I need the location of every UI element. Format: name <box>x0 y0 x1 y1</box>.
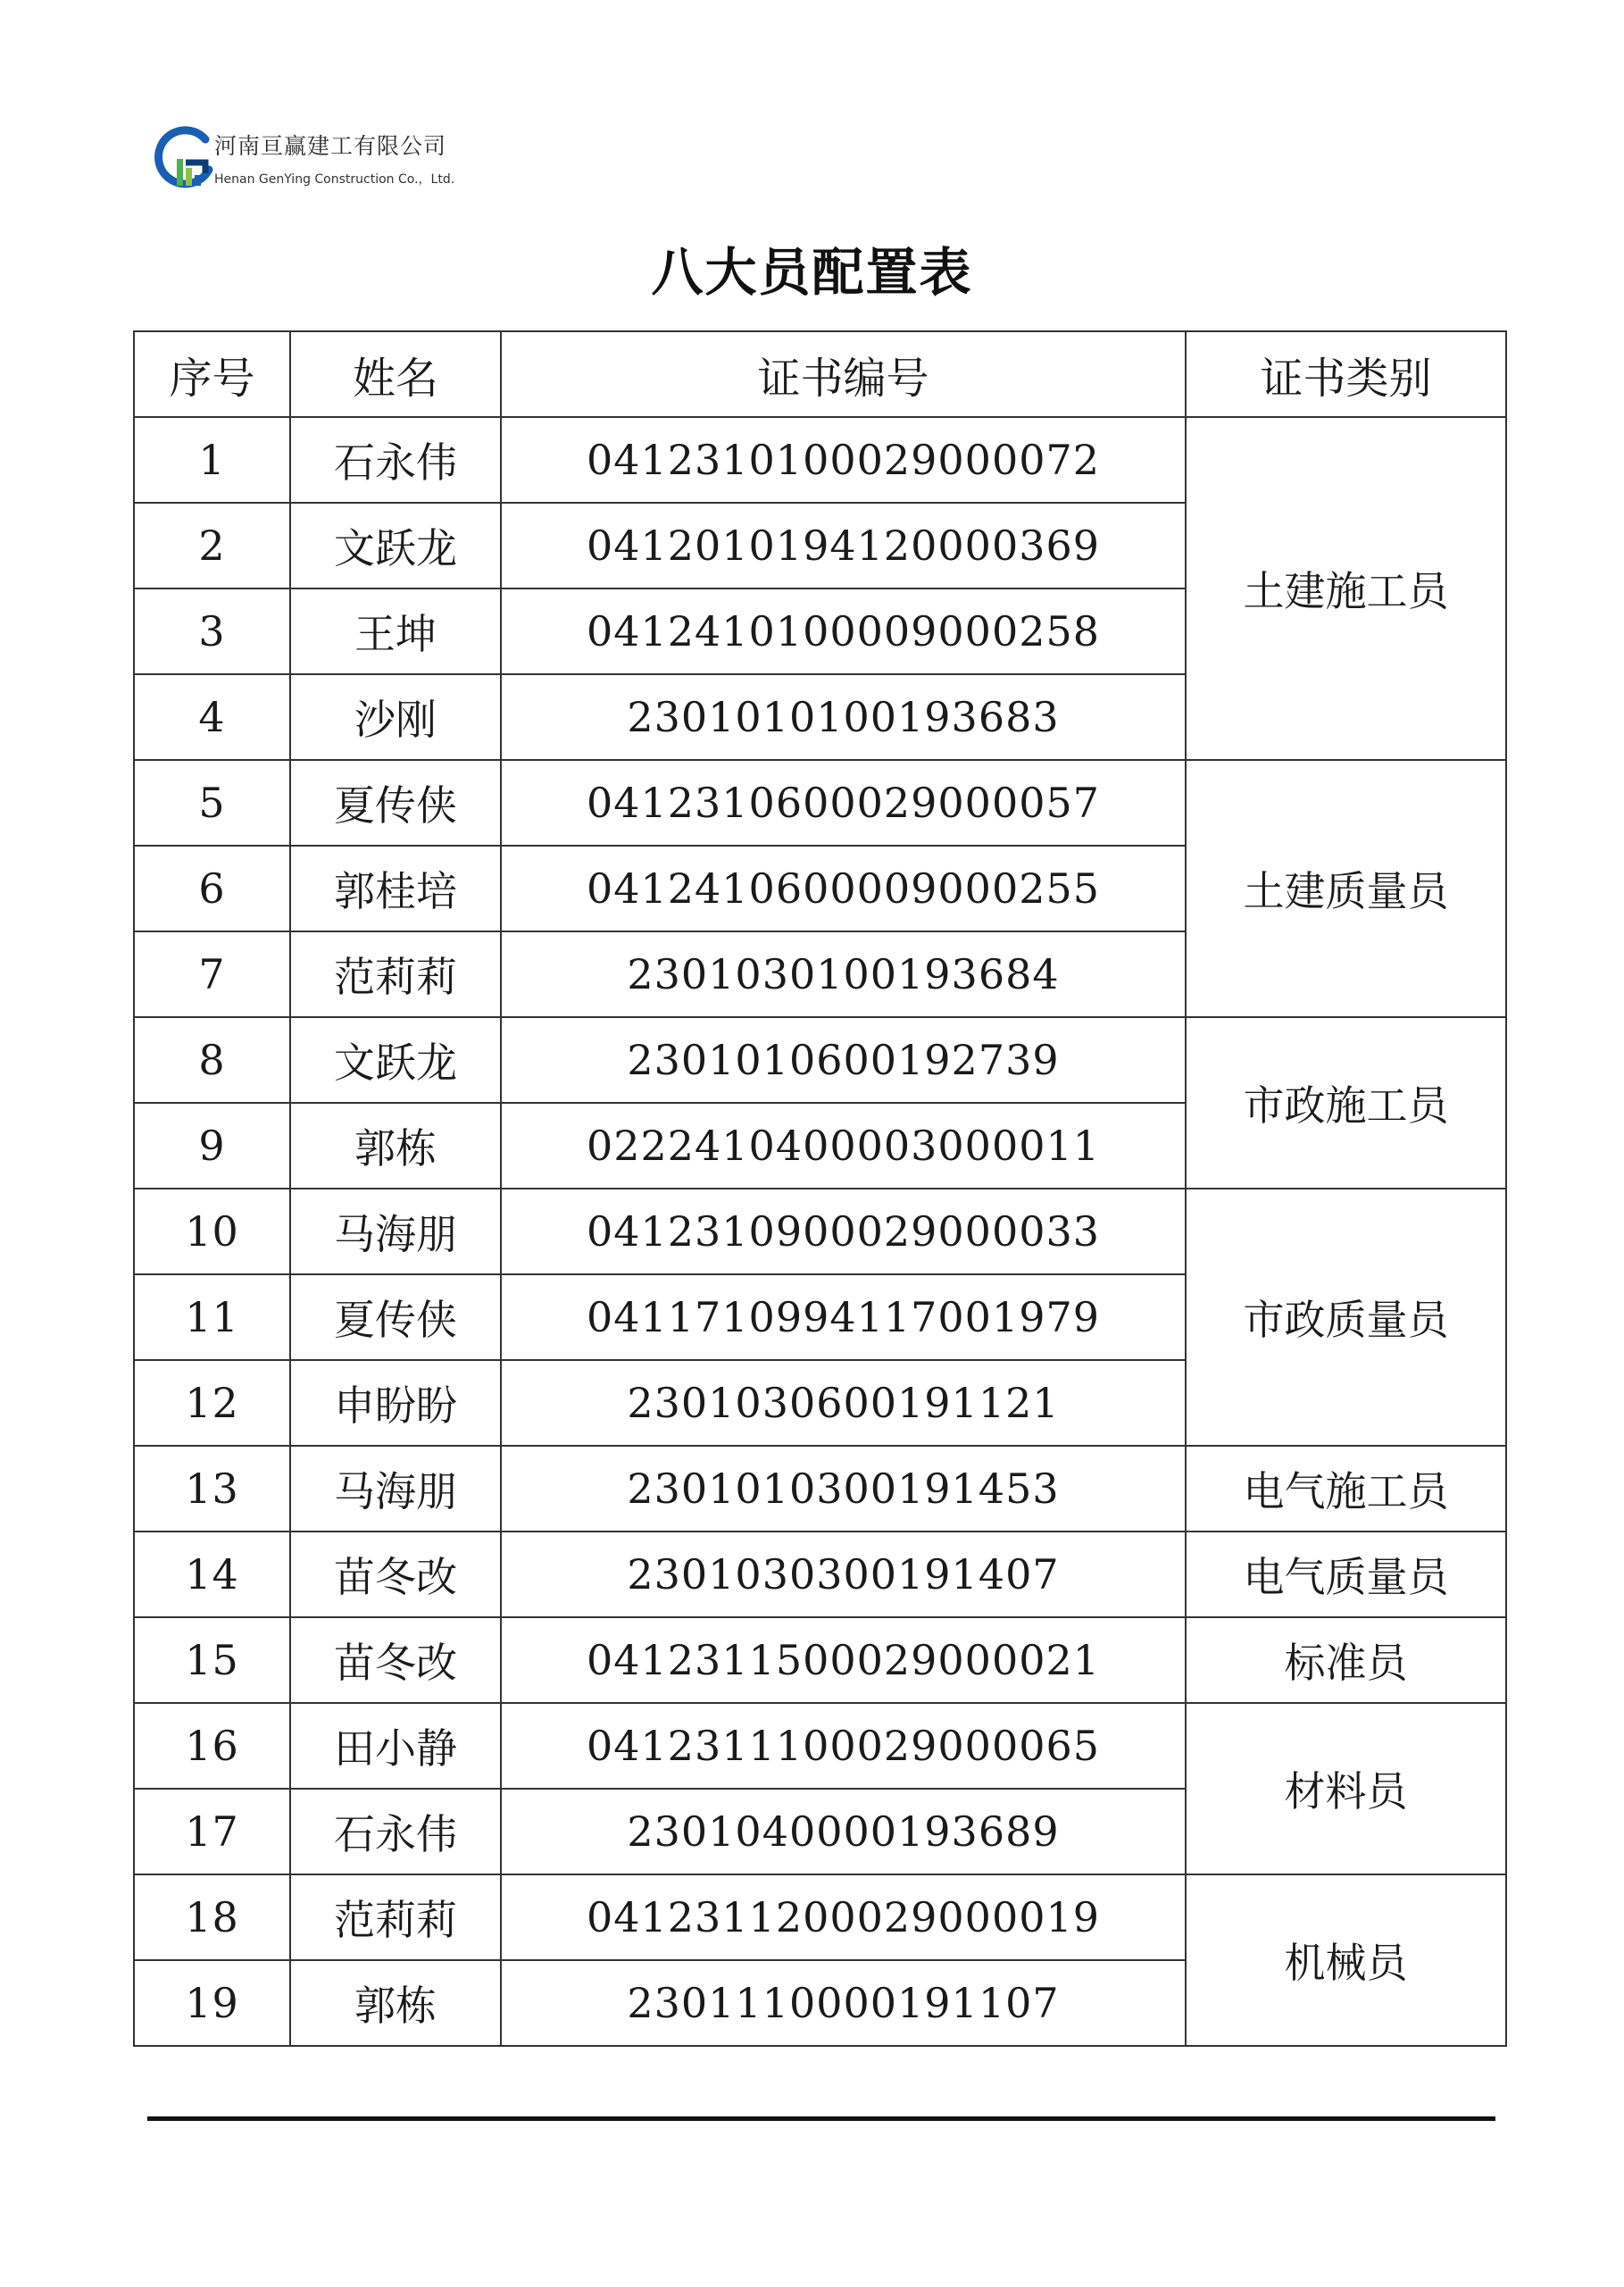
cell-cert-number: 0412410600009000255 <box>501 846 1186 931</box>
company-name-en: Henan GenYing Construction Co.，Ltd. <box>214 172 455 187</box>
company-name-cn: 河南亘赢建工有限公司 <box>214 133 447 159</box>
cell-name: 石永伟 <box>290 1789 501 1874</box>
cell-cert-number: 0412310900029000033 <box>501 1189 1186 1274</box>
cell-cert-number: 2301110000191107 <box>501 1960 1186 2046</box>
cell-cert-number: 2301040000193689 <box>501 1789 1186 1874</box>
cell-cert-number: 2301010100193683 <box>501 674 1186 760</box>
cell-serial: 19 <box>134 1960 290 2046</box>
cell-cert-number: 0222410400003000011 <box>501 1103 1186 1189</box>
cell-serial: 17 <box>134 1789 290 1874</box>
cell-cert-number: 2301010300191453 <box>501 1446 1186 1532</box>
cell-name: 范莉莉 <box>290 1874 501 1960</box>
cell-cert-number: 2301030600191121 <box>501 1360 1186 1446</box>
cell-cert-number: 0411710994117001979 <box>501 1274 1186 1360</box>
table-row <box>134 1532 1506 1617</box>
cell-category: 电气质量员 <box>1186 1532 1506 1617</box>
cell-serial: 14 <box>134 1532 290 1617</box>
table-row <box>134 417 1506 503</box>
cell-category: 标准员 <box>1186 1617 1506 1703</box>
cell-category: 市政质量员 <box>1186 1189 1506 1446</box>
cell-serial: 12 <box>134 1360 290 1446</box>
cell-category: 机械员 <box>1186 1874 1506 2046</box>
cell-name: 沙刚 <box>290 674 501 760</box>
cell-cert-number: 0412310600029000057 <box>501 760 1186 846</box>
cell-name: 郭栋 <box>290 1960 501 2046</box>
table-row <box>134 1017 1506 1103</box>
table-row <box>134 1446 1506 1532</box>
table-row <box>134 1874 1506 1960</box>
cell-serial: 4 <box>134 674 290 760</box>
cell-name: 石永伟 <box>290 417 501 503</box>
cell-cert-number: 0412311100029000065 <box>501 1703 1186 1789</box>
cell-name: 马海朋 <box>290 1446 501 1532</box>
company-logo <box>150 118 489 198</box>
cell-name: 夏传侠 <box>290 1274 501 1360</box>
table-row <box>134 1703 1506 1789</box>
cell-category: 材料员 <box>1186 1703 1506 1874</box>
company-logo-icon <box>150 123 221 195</box>
cell-category: 土建施工员 <box>1186 417 1506 760</box>
header-cert-number: 证书编号 <box>501 331 1186 417</box>
header-cert-category: 证书类别 <box>1186 331 1506 417</box>
cell-name: 夏传侠 <box>290 760 501 846</box>
table-header-row <box>134 331 1506 417</box>
cell-cert-number: 2301010600192739 <box>501 1017 1186 1103</box>
cell-category: 市政施工员 <box>1186 1017 1506 1189</box>
cell-cert-number: 2301030300191407 <box>501 1532 1186 1617</box>
cell-name: 范莉莉 <box>290 931 501 1017</box>
cell-cert-number: 0412310100029000072 <box>501 417 1186 503</box>
cell-cert-number: 0412010194120000369 <box>501 503 1186 588</box>
cell-serial: 16 <box>134 1703 290 1789</box>
header-name: 姓名 <box>290 331 501 417</box>
footer-divider <box>147 2116 1495 2121</box>
staff-table <box>133 330 1507 2047</box>
cell-serial: 9 <box>134 1103 290 1189</box>
cell-serial: 5 <box>134 760 290 846</box>
cell-name: 郭栋 <box>290 1103 501 1189</box>
cell-serial: 11 <box>134 1274 290 1360</box>
cell-name: 马海朋 <box>290 1189 501 1274</box>
table-row <box>134 760 1506 846</box>
cell-category: 土建质量员 <box>1186 760 1506 1017</box>
cell-name: 文跃龙 <box>290 503 501 588</box>
cell-cert-number: 2301030100193684 <box>501 931 1186 1017</box>
table-row <box>134 1189 1506 1274</box>
cell-name: 苗冬改 <box>290 1532 501 1617</box>
cell-serial: 3 <box>134 588 290 674</box>
cell-serial: 18 <box>134 1874 290 1960</box>
cell-name: 田小静 <box>290 1703 501 1789</box>
page-title: 八大员配置表 <box>651 242 973 303</box>
table-row <box>134 1617 1506 1703</box>
cell-serial: 15 <box>134 1617 290 1703</box>
cell-category: 电气施工员 <box>1186 1446 1506 1532</box>
cell-name: 苗冬改 <box>290 1617 501 1703</box>
cell-serial: 13 <box>134 1446 290 1532</box>
cell-serial: 10 <box>134 1189 290 1274</box>
cell-serial: 7 <box>134 931 290 1017</box>
cell-serial: 6 <box>134 846 290 931</box>
cell-cert-number: 0412311200029000019 <box>501 1874 1186 1960</box>
cell-serial: 1 <box>134 417 290 503</box>
header-serial: 序号 <box>134 331 290 417</box>
cell-name: 文跃龙 <box>290 1017 501 1103</box>
cell-name: 郭桂培 <box>290 846 501 931</box>
cell-serial: 8 <box>134 1017 290 1103</box>
cell-name: 申盼盼 <box>290 1360 501 1446</box>
cell-cert-number: 0412410100009000258 <box>501 588 1186 674</box>
cell-name: 王坤 <box>290 588 501 674</box>
cell-cert-number: 0412311500029000021 <box>501 1617 1186 1703</box>
cell-serial: 2 <box>134 503 290 588</box>
